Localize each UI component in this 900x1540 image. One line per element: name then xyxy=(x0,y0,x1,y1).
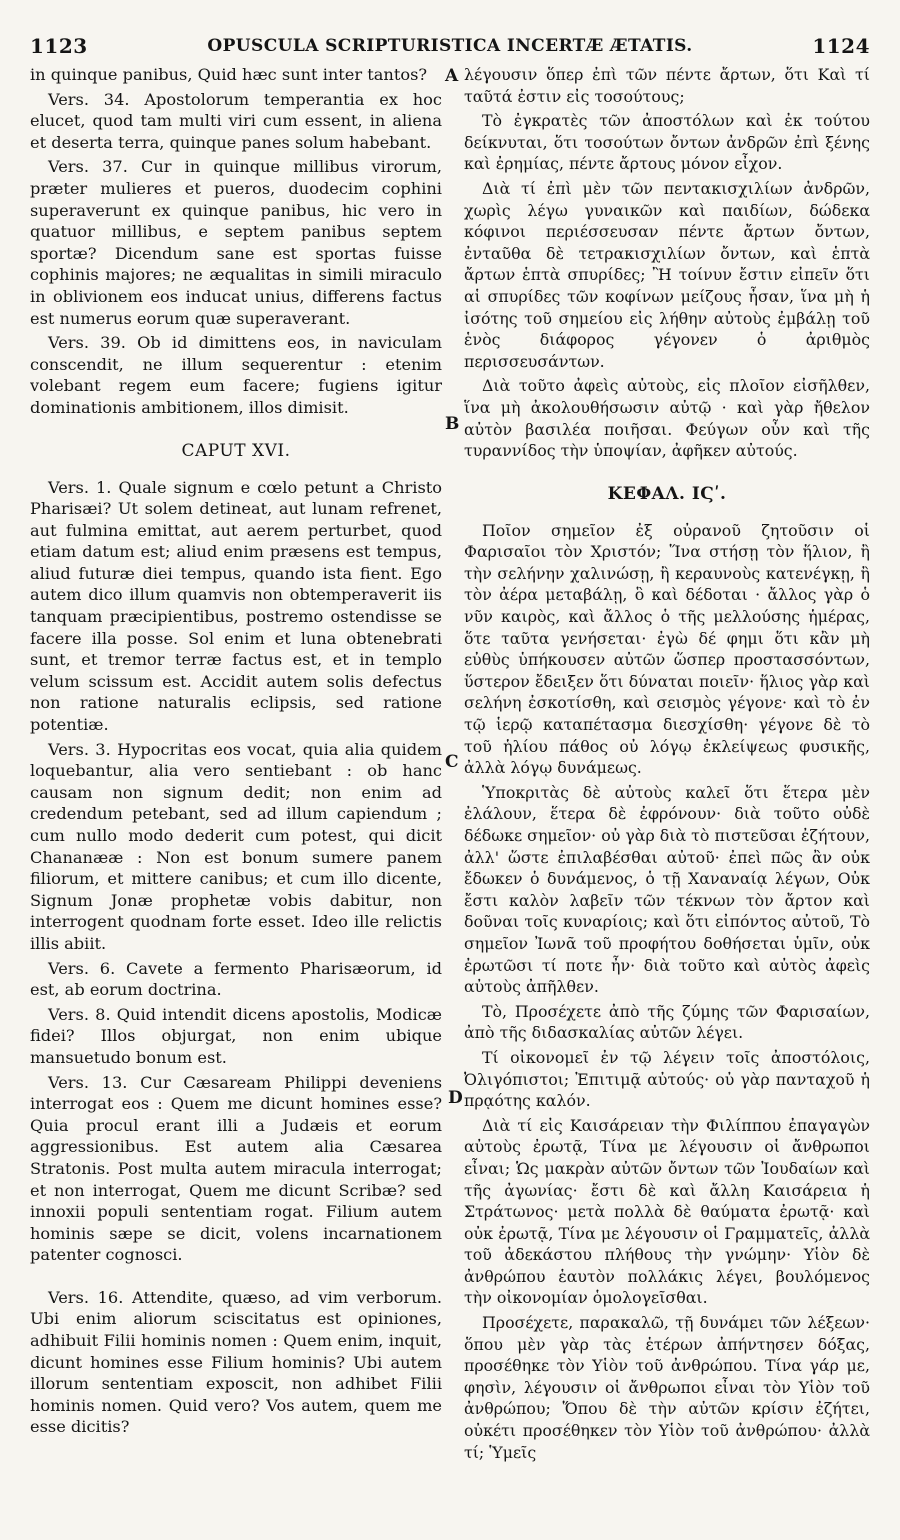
latin-paragraph: Vers. 16. Attendite, quæso, ad vim verborum. Ubi enim aliorum sciscitatus est opiniones, adhibuit Filii hominis nomen : Quem enim, inquit, dicunt homines esse Filium hominis? Ubi autem illorum sententiam exposcit, non adhibet Filii hominis nomen. Quid vero? Vos autem, quem me esse dicitis? xyxy=(30,1287,442,1437)
latin-paragraph: Vers. 1. Quale signum e cœlo petunt a Christo Pharisæi? Ut solem detineat, aut lunam refrenet, aut fulmina emittat, aut aerem perturbet, quod etiam datum est; aliud enim præsens est tempus, aliud futuræ diei tempus, quando ista fient. Ego autem dico illum quamvis non obtemperaverit iis tanquam præcipientibus, postremo ostendisse se facere illa posse. Sol enim et luna obtenebrati sunt, et tremor terræ factus est, et in templo velum scissum est. Accidit autem solis defectus non ratione naturalis eclipsis, sed ratione potentiæ. xyxy=(30,477,442,735)
greek-paragraph: Τὸ, Προσέχετε ἀπὸ τῆς ζύμης τῶν Φαρισαίων, ἀπὸ τῆς διδασκαλίας αὐτῶν λέγει. xyxy=(464,1001,870,1043)
margin-letter-a: A xyxy=(445,66,459,86)
page-number-left: 1123 xyxy=(30,34,88,58)
greek-paragraph: λέγουσιν ὅπερ ἐπὶ τῶν πέντε ἄρτων, ὅτι Καὶ τί ταῦτά ἐστιν εἰς τοσούτους; xyxy=(464,65,870,106)
chapter-heading-latin: CAPUT XVI. xyxy=(181,440,291,461)
greek-column xyxy=(464,64,870,1490)
margin-letter-c: C xyxy=(445,752,459,772)
latin-column xyxy=(30,64,442,1490)
chapter-heading-greek: ΚΕΦΑΛ. ΙϚʹ. xyxy=(607,483,727,504)
latin-paragraph: Vers. 34. Apostolorum temperantia ex hoc elucet, quod tam multi viri cum essent, in aliena et deserta terra, quinque panes solum habebant. xyxy=(30,89,442,152)
latin-paragraph: Vers. 13. Cur Cæsaream Philippi deveniens interrogat eos : Quem me dicunt homines esse? Quia procul erant illi a Judæis et eorum aggressionibus. Est autem alia Cæsarea Stratonis. Post multa autem miracula interrogat; et non interrogat, Quem me dicunt Scribæ? sed innoxii populi sententiam rogat. Filium autem hominis sæpe se dicit, volens incarnationem patenter cognosci. xyxy=(30,1072,442,1265)
greek-paragraph: Ὑποκριτὰς δὲ αὐτοὺς καλεῖ ὅτι ἕτερα μὲν ἐλάλουν, ἕτερα δὲ ἐφρόνουν· διὰ τοῦτο οὐδὲ δέδωκε σημεῖον· οὐ γὰρ διὰ τὸ πιστεῦσαι ἐζήτουν, ἀλλ' ὥστε ἐπιλαβέσθαι αὐτοῦ· ἐπεὶ πῶς ἂν οὐκ ἔδωκεν ὁ δυνάμενος, ὁ τῇ Χαναναίᾳ λέγων, Οὐκ ἔστι καλὸν λαβεῖν τῶν τέκνων τὸν ἄρτον καὶ δοῦναι τοῖς κυναρίοις; καὶ ὅτι εἰπόντος αὐτοῦ, Τὸ σημεῖον Ἰωνᾶ τοῦ προφήτου δοθήσεται ὑμῖν, οὐκ ἐρωτῶσι τί ποτε ἦν· διὰ τοῦτο καὶ αὐτὸς ἀφεὶς αὐτοὺς ἀπῆλθεν. xyxy=(464,782,870,997)
greek-paragraph: Τὸ ἐγκρατὲς τῶν ἀποστόλων καὶ ἐκ τούτου δείκνυται, ὅτι τοσούτων ὄντων ἀνδρῶν ἐπὶ ξένης καὶ ἐρημίας, πέντε ἄρτους μόνον εἶχον. xyxy=(464,111,870,174)
latin-paragraph: Vers. 39. Ob id dimittens eos, in naviculam conscendit, ne illum sequerentur : etenim volebant regem eum facere; fugiens igitur dominationis ambitionem, illos dimisit. xyxy=(30,333,442,417)
greek-paragraph: Διὰ τί ἐπὶ μὲν τῶν πεντακισχιλίων ἀνδρῶν, χωρὶς λέγω γυναικῶν καὶ παιδίων, δώδεκα κόφινοι περιέσσευσαν πέντε ἄρτων ὄντων, ἐνταῦθα δὲ τετρακισχιλίων ὄντων, καὶ ἑπτὰ ἄρτων ἑπτὰ σπυρίδες; Ἢ τοίνυν ἔστιν εἰπεῖν ὅτι αἱ σπυρίδες τῶν κοφίνων μείζους ἦσαν, ἵνα μὴ ἡ ἰσότης τοῦ σημείου εἰς λήθην αὐτοὺς ἐμβάλῃ τοῦ ἑνὸς διάφορος γέγονεν ὁ ἀριθμὸς περισσευσάντων. xyxy=(464,178,870,371)
greek-paragraph: Διὰ τί εἰς Καισάρειαν τὴν Φιλίππου ἐπαγαγὼν αὐτοὺς ἐρωτᾷ, Τίνα με λέγουσιν οἱ ἄνθρωποι εἶναι; Ὡς μακρὰν αὐτῶν ὄντων τῶν Ἰουδαίων καὶ τῆς ἀγωνίας· ἔστι δὲ καὶ ἄλλη Καισάρεια ἡ Στράτωνος· μετὰ πολλὰ δὲ θαύματα ἐρωτᾷ· καὶ οὐκ ἐρωτᾷ, Τίνα με λέγουσιν οἱ Γραμματεῖς, ἀλλὰ τοῦ ἀδεκάστου πλήθους τὴν γνώμην· Υἱὸν δὲ ἀνθρώπου ἑαυτὸν πολλάκις λέγει, βουλόμενος τὴν οἰκονομίαν ὁμολογεῖσθαι. xyxy=(464,1115,870,1308)
greek-paragraph: Ποῖον σημεῖον ἐξ οὐρανοῦ ζητοῦσιν οἱ Φαρισαῖοι τὸν Χριστόν; Ἵνα στήσῃ τὸν ἥλιον, ἢ τὴν σελήνην χαλινώσῃ, ἢ κεραυνοὺς κατενέγκῃ, ἢ τὸν ἀέρα μεταβάλῃ, ὃ καὶ δέδοται · ἄλλος γὰρ ὁ νῦν καιρὸς, καὶ ἄλλος ὁ τῆς μελλούσης ἡμέρας, ὅτε ταῦτα γενήσεται· ἐγὼ δέ φημι ὅτι κἂν μὴ εὐθὺς ὑπήκουσεν αὐτῶν ὥσπερ προστασσόντων, ὕστερον ἔδειξεν ὅτι δύναται ποιεῖν· ἥλιος γὰρ καὶ σελήνη ἐσκοτίσθη, καὶ σεισμὸς γέγονε· καὶ τὸ ἐν τῷ ἱερῷ καταπέτασμα διεσχίσθη· γέγονε δὲ τὸ τοῦ ἡλίου πάθος οὐ λόγῳ ἐκλείψεως φυσικῆς, ἀλλὰ λόγῳ δυνάμεως. xyxy=(464,520,870,778)
running-header xyxy=(30,34,870,64)
margin-letter-b: B xyxy=(445,414,460,434)
margin-letter-d: D xyxy=(448,1088,463,1108)
latin-paragraph: Vers. 37. Cur in quinque millibus virorum, præter mulieres et pueros, duodecim cophini superaverunt ex quinque panibus, hic vero in quatuor millibus, e septem panibus septem sportæ? Dicendum sane est sportas fuisse cophinis majores; ne æqualitas in simili miraculo in oblivionem eos inducat unius, differens factus est numerus eorum quæ superaverant. xyxy=(30,157,442,328)
latin-paragraph: in quinque panibus, Quid hæc sunt inter tantos? xyxy=(30,65,428,84)
greek-paragraph: Τί οἰκονομεῖ ἐν τῷ λέγειν τοῖς ἀποστόλοις, Ὀλιγόπιστοι; Ἐπιτιμᾷ αὐτούς· οὐ γὰρ πανταχοῦ ἡ πρᾳότης καλόν. xyxy=(464,1047,870,1111)
latin-paragraph: Vers. 3. Hypocritas eos vocat, quia alia quidem loquebantur, alia vero sentiebant : ob hanc causam non signum dedit; non enim ad credendum petebant, sed ad illum capiendum ; cum nullo modo dederit cum potest, qui dicit Chananææ : Non est bonum sumere panem filiorum, et mittere canibus; et cum illo dicente, Signum Jonæ prophetæ vobis dabitur, non interrogent quodnam forte esset. Ideo ille relictis illis abiit. xyxy=(30,739,442,953)
page-number-right: 1124 xyxy=(812,34,870,58)
greek-paragraph: Διὰ τοῦτο ἀφεὶς αὐτοὺς, εἰς πλοῖον εἰσῆλθεν, ἵνα μὴ ἀκολουθήσωσιν αὐτῷ · καὶ γὰρ ἤθελον αὐτὸν βασιλέα ποιῆσαι. Φεύγων οὖν καὶ τῆς τυραννίδος τὴν ὑποψίαν, ἀφῆκεν αὐτούς. xyxy=(464,376,870,461)
latin-paragraph: Vers. 8. Quid intendit dicens apostolis, Modicæ fidei? Illos objurgat, non enim ubique mansuetudo bonum est. xyxy=(30,1004,442,1067)
running-title: OPUSCULA SCRIPTURISTICA INCERTÆ ÆTATIS. xyxy=(207,36,693,56)
latin-paragraph: Vers. 6. Cavete a fermento Pharisæorum, id est, ab eorum doctrina. xyxy=(30,958,442,1000)
greek-paragraph: Προσέχετε, παρακαλῶ, τῇ δυνάμει τῶν λέξεων· ὅπου μὲν γὰρ τὰς ἑτέρων ἀπήντησεν δόξας, προσέθηκε τὸν Υἱὸν τοῦ ἀνθρώπου. Τίνα γάρ με, φησὶν, λέγουσιν οἱ ἄνθρωποι εἶναι τὸν Υἱὸν τοῦ ἀνθρώπου; Ὅπου δὲ τὴν αὐτῶν κρίσιν ἐζήτει, οὐκέτι προσέθηκεν τὸν Υἱὸν τοῦ ἀνθρώπου· ἀλλὰ τί; Ὑμεῖς xyxy=(464,1313,870,1462)
